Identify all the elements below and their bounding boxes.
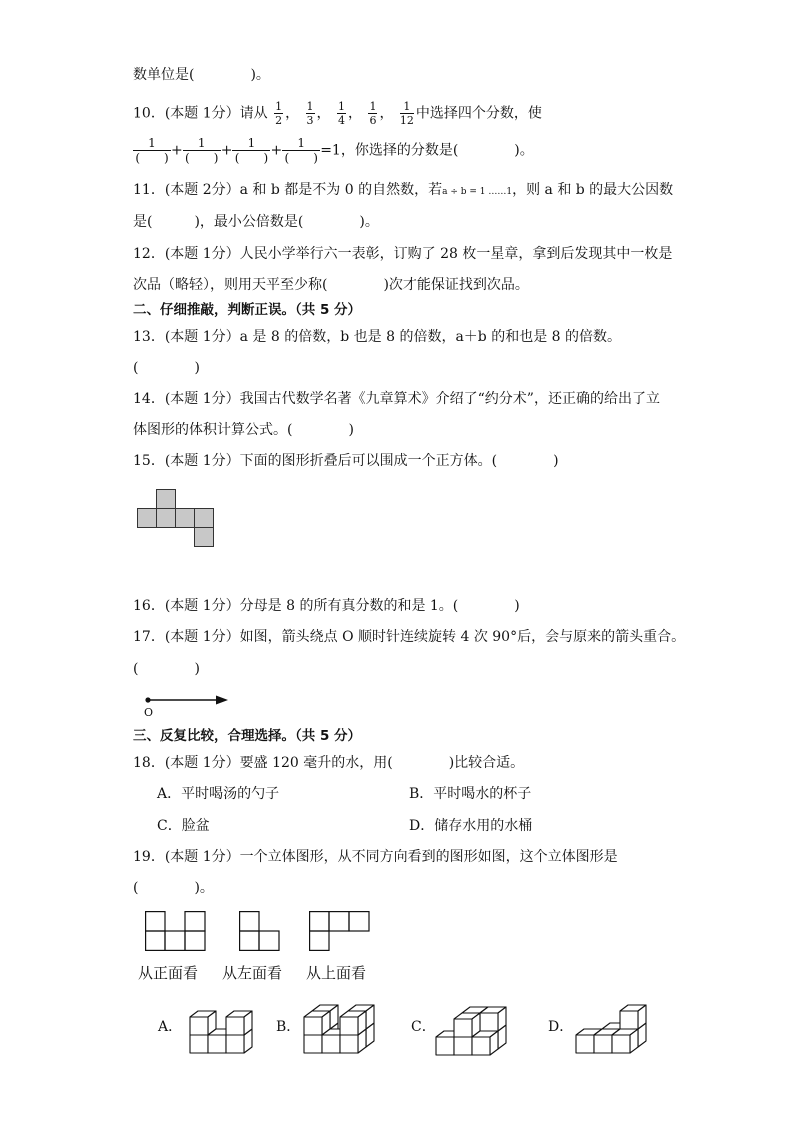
q10-prefix: 10．(本题 1分）请从 bbox=[133, 105, 268, 122]
cube bbox=[612, 1029, 638, 1053]
arrow-head-icon bbox=[216, 696, 228, 705]
option-d-cubes[interactable] bbox=[570, 995, 665, 1060]
q19-option-a-label[interactable]: A． bbox=[158, 1019, 183, 1035]
fraction-1-6: $\frac{1}{6}$ bbox=[369, 100, 377, 127]
arrow-figure bbox=[140, 692, 235, 718]
q15-line1: 15．(本题 1分）下面的图形折叠后可以围成一个正方体。( ) bbox=[133, 453, 559, 469]
q16-line1: 16．(本题 1分）分母是 8 的所有真分数的和是 1。( ) bbox=[133, 598, 520, 614]
option-a-cubes[interactable] bbox=[180, 995, 275, 1060]
plus-sign: + bbox=[220, 142, 233, 159]
q11-text-a: 11．(本题 2分）a 和 b 都是不为 0 的自然数，若 bbox=[133, 182, 443, 198]
caption-top-view: 从上面看 bbox=[306, 964, 367, 982]
q14-line2: 体图形的体积计算公式。( ) bbox=[133, 422, 354, 438]
q19-answer-blank[interactable]: ( )。 bbox=[133, 880, 214, 896]
q12-line1: 12．(本题 1分）人民小学举行六一表彰，订购了 28 枚一星章，拿到后发现其中一枚是 bbox=[133, 246, 673, 262]
cube-net-figure bbox=[137, 489, 215, 547]
q11-line2: 是( )，最小公倍数是( )。 bbox=[133, 214, 379, 230]
q13-line1: 13．(本题 1分）a 是 8 的倍数，b 也是 8 的倍数，a＋b 的和也是 8 的倍数。 bbox=[133, 329, 622, 345]
fraction-1-3: $\frac{1}{3}$ bbox=[306, 100, 314, 127]
net-square bbox=[157, 490, 176, 509]
q18-option-d[interactable]: D．储存水用的水桶 bbox=[409, 818, 533, 834]
fraction-1-12: $\frac{1}{12}$ bbox=[399, 100, 414, 127]
q19-line1: 19．(本题 1分）一个立体图形，从不同方向看到的图形如图，这个立体图形是 bbox=[133, 849, 618, 865]
q17-line1: 17．(本题 1分）如图，箭头绕点 O 顺时针连续旋转 4 次 90°后，会与原来的箭头重合。 bbox=[133, 629, 686, 645]
caption-left-view: 从左面看 bbox=[222, 964, 283, 982]
left-view-figure bbox=[239, 911, 281, 951]
q9-tail: 数单位是( )。 bbox=[133, 67, 270, 83]
top-view-figure bbox=[309, 911, 371, 951]
section-2-heading: 二、仔细推敲，判断正误。（共 5 分） bbox=[133, 302, 362, 318]
q18-option-b[interactable]: B．平时喝水的杯子 bbox=[409, 786, 532, 802]
q10-equation bbox=[133, 136, 534, 165]
blank-fraction[interactable]: 1 ( ) bbox=[282, 136, 320, 165]
net-square bbox=[195, 509, 214, 528]
q18-option-a[interactable]: A．平时喝汤的勺子 bbox=[157, 786, 280, 802]
q18-option-c[interactable]: C．脸盆 bbox=[157, 818, 210, 834]
q13-answer-blank[interactable]: ( ) bbox=[133, 360, 200, 376]
net-square bbox=[138, 509, 157, 528]
caption-front-view: 从正面看 bbox=[138, 964, 199, 982]
q18-stem: 18．(本题 1分）要盛 120 毫升的水，用( )比较合适。 bbox=[133, 755, 525, 771]
q19-option-b-label[interactable]: B． bbox=[276, 1019, 301, 1035]
fraction-1-2: $\frac{1}{2}$ bbox=[275, 100, 283, 127]
cube bbox=[620, 1005, 646, 1029]
q14-line1: 14．(本题 1分）我国古代数学名著《九章算术》介绍了“约分术”，还正确的给出了立 bbox=[133, 391, 660, 407]
q11-line1 bbox=[133, 181, 673, 201]
cube bbox=[472, 1031, 498, 1055]
q10-suffix: 中选择四个分数，使 bbox=[415, 105, 542, 122]
q19-option-d-label[interactable]: D． bbox=[548, 1019, 574, 1035]
front-view-figure bbox=[145, 911, 207, 951]
point-o-label: O bbox=[144, 706, 154, 719]
cube bbox=[480, 1007, 506, 1031]
q10-line1: 10．(本题 1分）请从 $\frac{1}{2}$ ， $\frac{1}{3}$ ， $\frac{1}{4}$ ， $\frac{1}{6}$ ， $\frac{1}{12}$ 中选择四个分数，使 bbox=[133, 100, 542, 127]
option-b-cubes[interactable] bbox=[298, 995, 393, 1060]
net-square bbox=[195, 528, 214, 547]
q11-formula: a ÷ b = 1 ……1 bbox=[442, 187, 513, 197]
plus-sign: + bbox=[171, 142, 183, 159]
q19-option-c-label[interactable]: C． bbox=[411, 1019, 436, 1035]
cube bbox=[340, 1011, 366, 1035]
q17-answer-blank[interactable]: ( ) bbox=[133, 661, 200, 677]
section-3-heading: 三、反复比较，合理选择。（共 5 分） bbox=[133, 728, 362, 744]
net-square bbox=[157, 509, 176, 528]
cube bbox=[226, 1011, 252, 1035]
fraction-1-4: $\frac{1}{4}$ bbox=[338, 100, 345, 127]
blank-fraction[interactable]: 1 ( ) bbox=[133, 136, 171, 165]
plus-sign: + bbox=[270, 142, 283, 159]
net-square bbox=[176, 509, 195, 528]
blank-fraction[interactable]: 1 ( ) bbox=[232, 136, 270, 165]
q12-line2: 次品（略轻），则用天平至少称( )次才能保证找到次品。 bbox=[133, 277, 529, 293]
q11-text-b: ，则 a 和 b 的最大公因数 bbox=[512, 182, 674, 198]
blank-fraction[interactable]: 1 ( ) bbox=[183, 136, 221, 165]
q10-equation-end: =1，你选择的分数是( )。 bbox=[320, 142, 534, 159]
option-c-cubes[interactable] bbox=[430, 995, 540, 1060]
